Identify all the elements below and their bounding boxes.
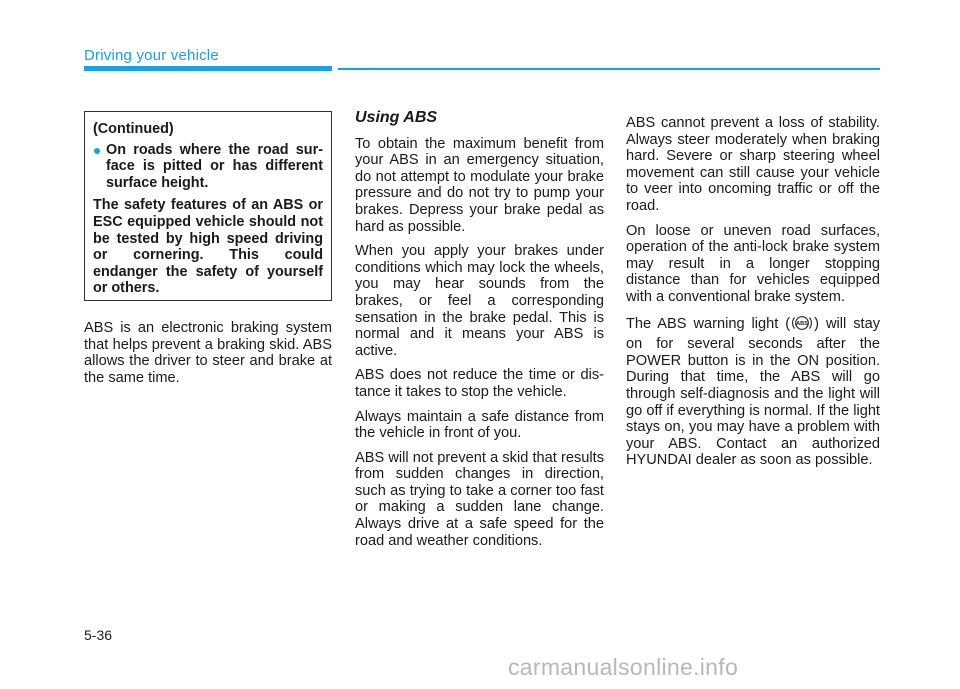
- abs-warning-light-paragraph: [626, 314, 880, 469]
- column-middle: [355, 110, 604, 557]
- section-title-using-abs: Using ABS: [355, 109, 438, 126]
- column-right: [626, 115, 880, 477]
- header-rule-thin: [338, 68, 880, 70]
- paragraph: Always maintain a safe distance from the vehicle in front of you.: [355, 408, 604, 442]
- paragraph: To obtain the maximum benefit from your ABS in an emergency situation, do not attempt to modulate your brake pressure and do not try to pump your brakes. Depress your brake pedal as hard as possible.: [355, 135, 604, 235]
- paragraph: On loose or uneven road surfaces, operation of the anti-lock brake system may result in a longer stopping distance than for vehicles equipped with a conventional brake system.: [626, 222, 880, 305]
- paragraph: ABS will not prevent a skid that results from sudden changes in direction, such as trying to take a corner too fast or making a sudden lane change. Always drive at a safe speed for the road and weather conditions.: [355, 449, 604, 549]
- paragraph: ABS cannot prevent a loss of stability. Always steer moderately when braking hard. Severe or sharp steering wheel movement can still cause your vehicle to veer into oncoming traffic or off the road.: [626, 115, 880, 214]
- warning-light-text-after: ) will stay on for several seconds after the POWER button is in the ON position. During that time, the ABS will go through self-diagnosis and the light will go off if everything is normal. If the light stays on, you may have a problem with your ABS. Contact an authorized HYUNDAI dealer as soon as possible.: [626, 315, 880, 469]
- section-header-title: Driving your vehicle: [84, 47, 219, 64]
- paragraph: When you apply your brakes under conditions which may lock the wheels, you may hear sounds from the brakes, or feel a corresponding sensation in the brake pedal. This is normal and it means your ABS is active.: [355, 243, 604, 359]
- warning-bullet-item: [93, 142, 323, 192]
- header-rule-thick: [84, 66, 332, 71]
- abs-warning-light-icon: [791, 314, 813, 337]
- warning-paragraph: The safety features of an ABS or ESC equipped vehicle should not be tested by high speed driving or cornering. This could endanger the safety of yourself or others.: [93, 197, 323, 297]
- warning-continued-label: (Continued): [93, 121, 174, 137]
- warning-bullet-text: On roads where the road surface is pitted or has different surface height.: [106, 141, 323, 191]
- bullet-dot-icon: [94, 148, 100, 154]
- abs-intro-paragraph: ABS is an electronic braking system that helps prevent a braking skid. ABS allows the driver to steer and brake at the same time.: [84, 320, 332, 386]
- warning-box: [84, 111, 332, 301]
- page-number: 5-36: [84, 627, 113, 643]
- paragraph: ABS does not reduce the time or distance it takes to stop the vehicle.: [355, 367, 604, 400]
- column-left: [84, 320, 332, 394]
- watermark: carmanualsonline.info: [508, 654, 739, 680]
- warning-light-text-before: The ABS warning light (: [626, 315, 791, 332]
- svg-text:ABS: ABS: [796, 320, 809, 327]
